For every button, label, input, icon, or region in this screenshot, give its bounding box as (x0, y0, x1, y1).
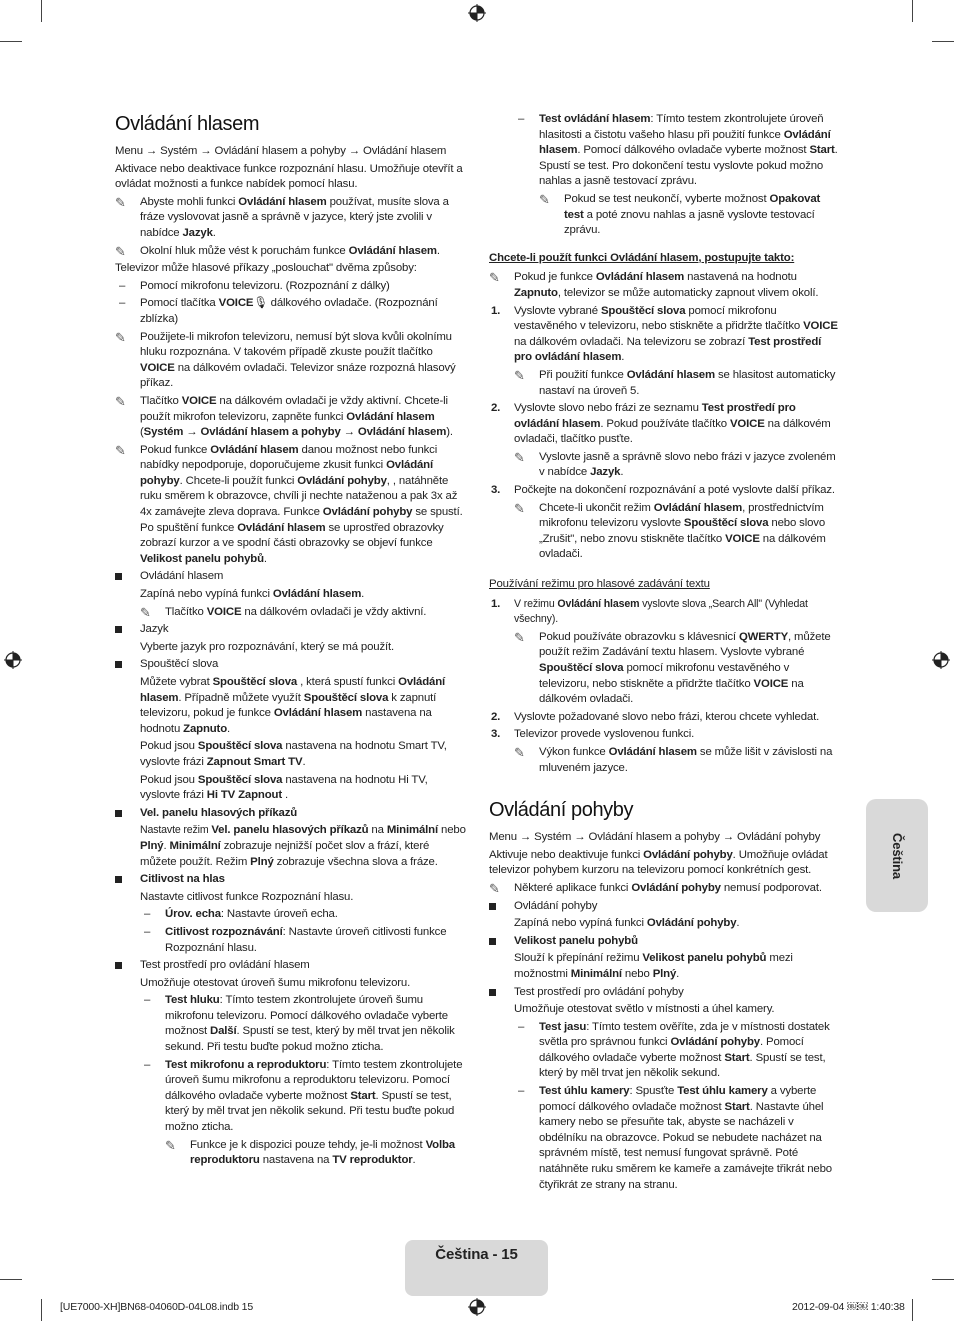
crop-mark (912, 0, 913, 22)
menu-item-voice-test-environment: Test prostředí pro ovládání hlasem (115, 958, 467, 974)
bullet-square-icon (115, 661, 122, 668)
bullet-square-icon (115, 626, 122, 633)
dash-item: – Pomocí tlačítka VOICE🎙︎ dálkového ovladače. (Rozpoznání zblízka) (119, 297, 438, 325)
menu-item-voice-sensitivity: Citlivost na hlas (115, 872, 467, 888)
paragraph: Můžete vybrat Spouštěcí slova , která spustí funkci Ovládání hlasem. Případně můžete využít Spouštěcí slova k zapnutí televizoru, pokud je funkce Ovládání hlasem nastavena na hodnotu Zapnuto. (140, 676, 446, 735)
pencil-note-icon: ✎ (489, 880, 500, 896)
note: ✎ Pokud je funkce Ovládání hlasem nastavená na hodnotu Zapnuto, televizor se může automaticky zapnout vlivem okolí. (489, 270, 819, 299)
note: ✎ Chcete-li ukončit režim Ovládání hlasem, prostřednictvím mikrofonu televizoru vyslovte Spouštěcí slova nebo slovo „Zrušit", nebo znovu stiskněte tlačítko VOICE na dálkovém ovladači. (514, 500, 826, 561)
bullet-square-icon (115, 810, 122, 817)
pencil-note-icon: ✎ (514, 500, 525, 516)
crop-mark (932, 1279, 954, 1280)
registration-mark-icon (468, 4, 486, 22)
bullet-square-icon (489, 989, 496, 996)
menu-path: Menu → Systém → Ovládání hlasem a pohyby → Ovládání pohyby (489, 831, 821, 844)
paragraph: Nastavte citlivost funkce Rozpoznání hlasu. (140, 890, 354, 903)
paragraph: Televizor může hlasové příkazy „poslouchat" dvěma způsoby: (115, 262, 417, 275)
bullet-square-icon (115, 876, 122, 883)
crop-mark (912, 1299, 913, 1321)
dash-item: – Test úhlu kamery: Spusťte Test úhlu kamery a vyberte pomocí dálkového ovladače možnost Start. Nastavte úhel kamery nebo se přesuňte tak, abyste se nacházeli v obdélníku na obrazovce. Pokud se nebudete nacházet na správném místě, test nemusí fungovat správně. Poté natáhněte ruku směrem ke kameře a zamávejte třikrát nebo čtyřikrát ze strany na stranu. (518, 1085, 832, 1191)
paragraph: Zapíná nebo vypíná funkci Ovládání pohyby. (514, 917, 740, 930)
crop-mark (41, 1299, 42, 1321)
dash-item: – Úrov. echa: Nastavte úroveň echa. (144, 908, 338, 921)
crop-mark (41, 0, 42, 22)
step-item: 3. Televizor provede vyslovenou funkci. (491, 728, 695, 741)
step-item: 3. Počkejte na dokončení rozpoznávání a poté vyslovte další příkaz. (491, 484, 835, 497)
paragraph: Umožňuje otestovat světlo v místnosti a úhel kamery. (514, 1003, 775, 1016)
bullet-square-icon (489, 903, 496, 910)
registration-mark-icon (4, 651, 22, 669)
note: ✎ Při použití funkce Ovládání hlasem se hlasitost automaticky nastaví na úroveň 5. (514, 367, 836, 397)
pencil-note-icon: ✎ (514, 629, 525, 645)
section-title-motion-control: Ovládání pohyby (489, 799, 634, 822)
note: ✎ Funkce je k dispozici pouze tehdy, je-li možnost Volba reproduktoru nastavena na TV reproduktor. (165, 1137, 455, 1167)
section-title-voice-control: Ovládání hlasem (115, 113, 260, 135)
paragraph: Pokud jsou Spouštěcí slova nastavena na hodnotu Hi TV, vyslovte frázi Hi TV Zapnout . (140, 773, 428, 802)
pencil-note-icon: ✎ (489, 270, 500, 286)
paragraph: Pokud jsou Spouštěcí slova nastavena na hodnotu Smart TV, vyslovte frázi Zapnout Smart TV. (140, 740, 447, 768)
pencil-note-icon: ✎ (115, 194, 126, 210)
pencil-note-icon: ✎ (115, 243, 126, 259)
note: ✎ Abyste mohli funkci Ovládání hlasem používat, musíte slova a fráze vyslovovat jasně a správně v jazyce, který jste zvolili v nabídce Jazyk. (115, 194, 449, 239)
paragraph: Umožňuje otestovat úroveň šumu mikrofonu televizoru. (140, 976, 411, 989)
page-number: Čeština - 15 (435, 1246, 518, 1263)
page-number-box (405, 1240, 548, 1296)
paragraph: Nastavte režim Vel. panelu hlasových příkazů na Minimální nebo Plný. Minimální zobrazuje nejnižší počet slov a frází, které můžete použít. Režim Plný zobrazuje všechna slova a fráze. (140, 824, 466, 868)
note: ✎ Výkon funkce Ovládání hlasem se může lišit v závislosti na mluveném jazyce. (514, 744, 833, 774)
note: ✎ Tlačítko VOICE na dálkovém ovladači je vždy aktivní. (140, 604, 427, 620)
paragraph: Aktivuje nebo deaktivuje funkci Ovládání pohyby. Umožňuje ovládat televizor pohybem kurzoru na televizoru pomocí konkrétních gest. (489, 848, 828, 877)
pencil-note-icon: ✎ (115, 393, 126, 409)
footer-file-info: [UE7000-XH]BN68-04060D-04L08.indb 15 (60, 1301, 254, 1313)
paragraph: Aktivace nebo deaktivace funkce rozpoznání hlasu. Umožňuje otevřít a ovládat možnosti a funkce nabídek pomocí hlasu. (115, 162, 463, 191)
note: ✎ Pokud funkce Ovládání hlasem danou možnost nebo funkci nabídky nepodporuje, doporučujeme zkusit funkci Ovládání pohyby. Chcete-li použít funkci Ovládání pohyby, , natáhněte ruku směrem k obrazovce, chvíli ji nechte nataženou a pak 3x až 4x zamávejte zleva doprava. Funkce Ovládání pohyby se spustí. Po spuštění funkce Ovládání hlasem se uprostřed obrazovky zobrazí kurzor a ve spodní části obrazovky se objeví funkce Velikost panelu pohybů. (115, 442, 463, 565)
step-item: 1. V režimu Ovládání hlasem vyslovte slova „Search All" (Vyhledat všechny). (491, 597, 808, 626)
dash-item: – Test hluku: Tímto testem zkontrolujete úroveň šumu mikrofonu televizoru. Pomocí dálkového ovladače vyberte možnost Další. Spustí se test, který by měl trvat jen několik sekund. Při testu buďte pokud možno zticha. (144, 994, 455, 1054)
pencil-note-icon: ✎ (514, 744, 525, 760)
dash-item: – Test mikrofonu a reproduktoru: Tímto testem zkontrolujete úroveň šumu mikrofonu a reproduktoru televizoru. Pomocí dálkového ovladače vyberte možnost Start. Spustí se test, který by měl trvat jen několik sekund. Při testu buďte pokud možno zticha. (144, 1058, 463, 1134)
note: ✎ Některé aplikace funkci Ovládání pohyby nemusí podporovat. (489, 880, 822, 896)
registration-mark-icon (932, 651, 950, 669)
paragraph: Slouží k přepínání režimu Velikost panelu pohybů mezi možnostmi Minimální nebo Plný. (514, 952, 793, 980)
pencil-note-icon: ✎ (514, 449, 525, 465)
menu-path: Menu → Systém → Ovládání hlasem a pohyby → Ovládání hlasem (115, 145, 447, 157)
step-item: 1. Vyslovte vybrané Spouštěcí slova pomocí mikrofonu vestavěného v televizoru, nebo stiskněte a přidržte tlačítko VOICE na dálkovém ovladači. Na televizoru se zobrazí Test prostředí pro ovládání hlasem. (491, 304, 838, 364)
menu-item-voice-panel-size: Vel. panelu hlasových příkazů (115, 806, 467, 822)
right-column (489, 112, 841, 1195)
menu-item-voice-control: Ovládání hlasem (115, 569, 467, 585)
crop-mark (0, 41, 22, 42)
dash-item: – Test jasu: Tímto testem ověříte, zda je v místnosti dostatek světla pro správnou funkci Ovládání pohyby. Pomocí dálkového ovladače vyberte možnost Start. Spustí se test, který by měl trvat jen několik sekund. (518, 1020, 830, 1080)
crop-mark (932, 41, 954, 42)
note: ✎ Vyslovte jasně a správně slovo nebo frázi v jazyce zvoleném v nabídce Jazyk. (514, 449, 836, 479)
registration-mark-icon (468, 1298, 486, 1316)
paragraph: Vyberte jazyk pro rozpoznávání, který se má použít. (140, 640, 395, 653)
subheading: Používání režimu pro hlasové zadávání textu (489, 578, 710, 591)
side-tab-label: Čeština (889, 832, 905, 879)
microphone-icon: 🎙︎ (253, 297, 268, 310)
left-column (115, 112, 467, 1171)
menu-item-language: Jazyk (115, 622, 467, 638)
pencil-note-icon: ✎ (165, 1137, 176, 1153)
pencil-note-icon: ✎ (115, 442, 126, 458)
menu-item-motion-control: Ovládání pohyby (489, 899, 841, 915)
step-item: 2. Vyslovte slovo nebo frázi ze seznamu Test prostředí pro ovládání hlasem. Pokud používáte tlačítko VOICE na dálkovém ovladači, tlačítko pusťte. (491, 402, 831, 446)
dash-item: – Test ovládání hlasem: Tímto testem zkontrolujete úroveň hlasitosti a čistotu vašeho hlasu při použití funkce Ovládání hlasem. Pomocí dálkového ovladače vyberte možnost Start. Spustí se test. Pro dokončení testu vyslovte pokud možno nahlas a jasně testovací zprávu. (518, 113, 838, 188)
menu-item-motion-panel-size: Velikost panelu pohybů (489, 934, 841, 950)
bullet-square-icon (489, 938, 496, 945)
note: ✎ Tlačítko VOICE na dálkovém ovladači je vždy aktivní. Chcete-li použít mikrofon televizoru, zapněte funkci Ovládání hlasem (Systém → Ovládání hlasem a pohyby → Ovládání hlasem). (115, 393, 453, 439)
menu-item-trigger-words: Spouštěcí slova (115, 657, 467, 673)
paragraph: Zapíná nebo vypíná funkci Ovládání hlasem. (140, 588, 365, 601)
step-item: 2. Vyslovte požadované slovo nebo frázi, kterou chcete vyhledat. (491, 710, 820, 723)
note: ✎ Pokud používáte obrazovku s klávesnicí QWERTY, můžete použít režim Zadávání textu hlasem. Vyslovte vybrané Spouštěcí slova pomocí mikrofonu vestavěného v televizoru, nebo stiskněte a přidržte tlačítko VOICE na dálkovém ovladači. (514, 629, 831, 706)
pencil-note-icon: ✎ (514, 367, 525, 383)
note: ✎ Pokud se test neukončí, vyberte možnost Opakovat test a poté znovu nahlas a jasně vyslovte testovací zprávu. (539, 191, 821, 237)
dash-item: – Citlivost rozpoznávání: Nastavte úroveň citlivosti funkce Rozpoznání hlasu. (144, 925, 447, 954)
pencil-note-icon: ✎ (140, 604, 151, 620)
note: ✎ Okolní hluk může vést k poruchám funkce Ovládání hlasem. (115, 243, 440, 259)
crop-mark (0, 1279, 22, 1280)
pencil-note-icon: ✎ (115, 329, 126, 345)
subheading: Chcete-li použít funkci Ovládání hlasem, postupujte takto: (489, 251, 795, 264)
footer-timestamp: 2012-09-04 ￼￼ 1:40:38 (792, 1301, 905, 1313)
bullet-square-icon (115, 962, 122, 969)
dash-item: – Pomocí mikrofonu televizoru. (Rozpoznání z dálky) (119, 279, 390, 292)
language-side-tab (866, 799, 928, 912)
note: ✎ Použijete-li mikrofon televizoru, nemusí být slova kvůli okolnímu hluku rozpoznána. V takovém případě zkuste použít tlačítko VOICE na dálkovém ovladači. Televizor snáze rozpozná hlasový příkaz. (115, 329, 456, 390)
pencil-note-icon: ✎ (539, 191, 550, 207)
bullet-square-icon (115, 573, 122, 580)
menu-item-motion-test-environment: Test prostředí pro ovládání pohyby (489, 985, 841, 1001)
